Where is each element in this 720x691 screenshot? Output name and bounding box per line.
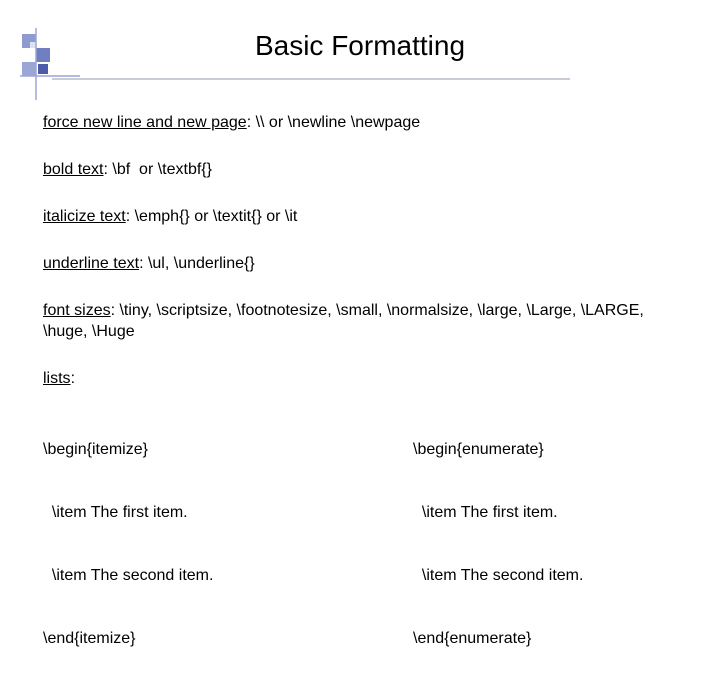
enumerate-code xyxy=(413,397,583,691)
item-italic xyxy=(43,206,683,227)
itemize-line: \begin{itemize} xyxy=(43,441,148,458)
item-lists-label: lists xyxy=(43,370,71,387)
item-bold-sep: : xyxy=(103,161,113,178)
item-newline-label: force new line and new page xyxy=(43,114,247,131)
item-italic-value: \emph{} or \textit{} or \it xyxy=(134,208,298,225)
item-fontsizes xyxy=(43,300,683,342)
enumerate-line: \end{enumerate} xyxy=(413,630,532,647)
item-italic-label: italicize text xyxy=(43,208,126,225)
enumerate-line: \begin{enumerate} xyxy=(413,441,544,458)
item-bold-label: bold text xyxy=(43,161,104,178)
item-lists-sep: : xyxy=(70,370,76,387)
enumerate-line: \item The second item. xyxy=(413,567,584,584)
item-underline-value: \ul, \underline{} xyxy=(147,255,255,272)
code-examples xyxy=(43,397,683,647)
slide-content xyxy=(43,112,683,647)
itemize-code xyxy=(43,397,213,691)
itemize-line: \end{itemize} xyxy=(43,630,136,647)
item-bold-value: \bf or \textbf{} xyxy=(112,161,212,178)
enumerate-line: \item The first item. xyxy=(413,504,558,521)
itemize-line: \item The first item. xyxy=(43,504,188,521)
item-underline-label: underline text xyxy=(43,255,140,272)
item-fontsizes-sep: : xyxy=(110,302,120,319)
item-lists xyxy=(43,368,683,389)
decorative-squares xyxy=(0,0,80,100)
item-newline-value: \\ or \newline \newpage xyxy=(255,114,421,131)
item-underline-sep: : xyxy=(139,255,148,272)
item-fontsizes-value: \tiny, \scriptsize, \footnotesize, \small, \normalsize, \large, \Large, \LARGE, \huge, \Huge xyxy=(43,302,644,340)
item-newline xyxy=(43,112,683,133)
item-fontsizes-label: font sizes xyxy=(43,302,111,319)
itemize-line: \item The second item. xyxy=(43,567,214,584)
slide-title: Basic Formatting xyxy=(254,30,466,61)
item-italic-sep: : xyxy=(125,208,135,225)
title-divider xyxy=(52,78,570,80)
item-bold xyxy=(43,159,683,180)
item-underline xyxy=(43,253,683,274)
item-newline-sep: : xyxy=(246,114,256,131)
